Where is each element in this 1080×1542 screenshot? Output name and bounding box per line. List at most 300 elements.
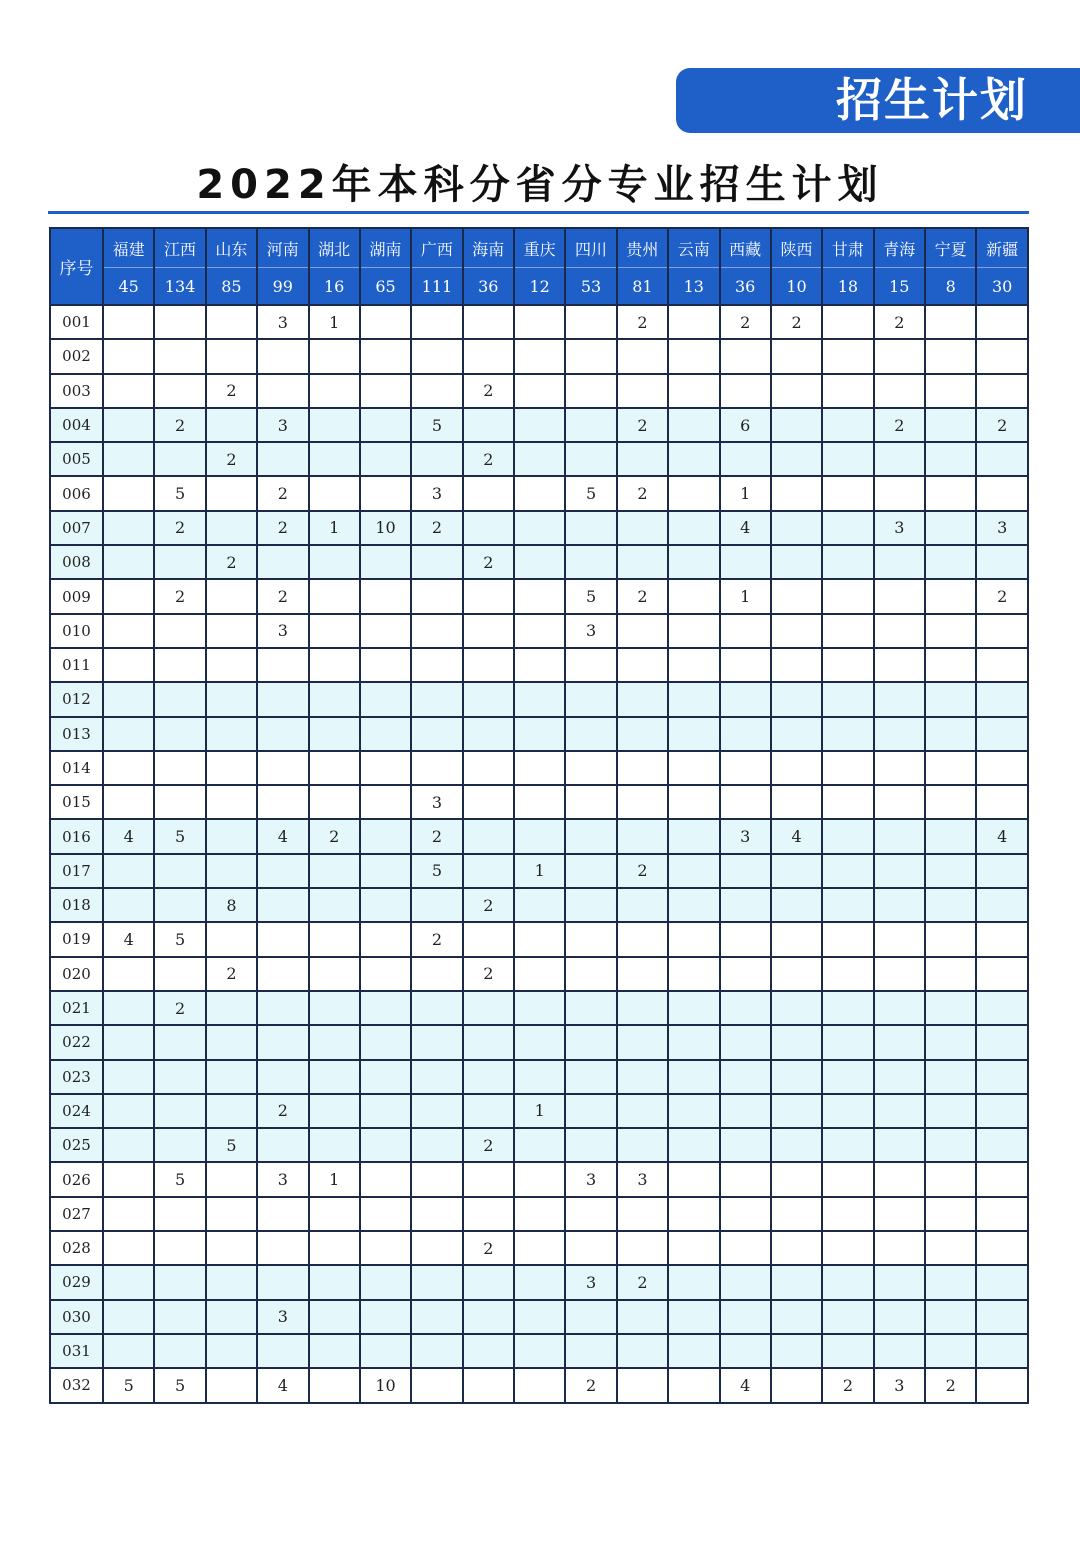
quota-cell: [720, 888, 771, 922]
quota-cell: 6: [720, 408, 771, 442]
quota-cell: [720, 648, 771, 682]
table-row: [50, 1231, 1028, 1265]
table-row: [50, 819, 1028, 853]
quota-cell: 2: [874, 305, 925, 339]
quota-cell: [154, 614, 205, 648]
quota-cell: [360, 751, 411, 785]
province-quota: 81: [617, 268, 668, 306]
quota-cell: [206, 408, 257, 442]
quota-cell: [309, 785, 360, 819]
quota-cell: [206, 1060, 257, 1094]
quota-cell: [514, 991, 565, 1025]
quota-cell: [206, 1025, 257, 1059]
quota-cell: [874, 854, 925, 888]
quota-cell: 2: [617, 476, 668, 510]
quota-cell: 1: [720, 476, 771, 510]
quota-cell: [514, 922, 565, 956]
quota-cell: [463, 1265, 514, 1299]
quota-cell: [720, 922, 771, 956]
quota-cell: [206, 1094, 257, 1128]
quota-cell: [668, 1368, 719, 1402]
quota-cell: [771, 1094, 822, 1128]
quota-cell: [257, 922, 308, 956]
quota-cell: [668, 442, 719, 476]
quota-cell: [617, 1334, 668, 1368]
quota-cell: [874, 614, 925, 648]
quota-cell: [771, 682, 822, 716]
quota-cell: [514, 1197, 565, 1231]
quota-cell: [411, 1128, 462, 1162]
quota-cell: 2: [617, 408, 668, 442]
quota-cell: [976, 305, 1028, 339]
quota-cell: [822, 1128, 873, 1162]
quota-cell: [771, 1197, 822, 1231]
quota-cell: [463, 1197, 514, 1231]
quota-cell: [720, 1334, 771, 1368]
quota-cell: [720, 1300, 771, 1334]
quota-cell: [976, 1300, 1028, 1334]
quota-cell: [925, 991, 976, 1025]
quota-cell: 2: [617, 305, 668, 339]
quota-cell: [360, 1231, 411, 1265]
quota-cell: [411, 1265, 462, 1299]
quota-cell: [976, 1060, 1028, 1094]
quota-cell: [771, 614, 822, 648]
quota-cell: [925, 476, 976, 510]
title-divider: [48, 211, 1029, 214]
quota-cell: [206, 1162, 257, 1196]
quota-cell: [822, 374, 873, 408]
quota-cell: [206, 511, 257, 545]
quota-cell: [668, 648, 719, 682]
quota-cell: 3: [565, 1162, 616, 1196]
quota-cell: [360, 819, 411, 853]
quota-cell: [668, 339, 719, 373]
quota-cell: [154, 1197, 205, 1231]
quota-cell: [309, 922, 360, 956]
quota-cell: [565, 682, 616, 716]
quota-cell: 10: [360, 511, 411, 545]
quota-cell: [822, 682, 873, 716]
quota-cell: 3: [411, 476, 462, 510]
quota-cell: [154, 1094, 205, 1128]
quota-cell: [822, 1094, 873, 1128]
quota-cell: 4: [771, 819, 822, 853]
quota-cell: [463, 991, 514, 1025]
quota-cell: [874, 1231, 925, 1265]
quota-cell: [411, 305, 462, 339]
quota-cell: 2: [154, 408, 205, 442]
quota-cell: [565, 1025, 616, 1059]
province-header: 陕西: [771, 228, 822, 268]
row-index: 015: [50, 785, 103, 819]
quota-cell: [720, 991, 771, 1025]
quota-cell: [874, 991, 925, 1025]
quota-cell: [771, 648, 822, 682]
quota-cell: [154, 1231, 205, 1265]
quota-cell: [411, 614, 462, 648]
quota-cell: [668, 305, 719, 339]
quota-cell: 2: [617, 1265, 668, 1299]
quota-cell: 5: [154, 1368, 205, 1402]
quota-cell: [206, 751, 257, 785]
quota-cell: 2: [206, 957, 257, 991]
quota-cell: [925, 717, 976, 751]
quota-cell: [668, 1025, 719, 1059]
row-index: 025: [50, 1128, 103, 1162]
quota-cell: [822, 545, 873, 579]
quota-cell: [771, 888, 822, 922]
quota-cell: [360, 717, 411, 751]
row-index: 013: [50, 717, 103, 751]
quota-cell: [309, 1197, 360, 1231]
quota-cell: [925, 1094, 976, 1128]
quota-cell: [822, 442, 873, 476]
quota-cell: [668, 1060, 719, 1094]
quota-cell: [411, 1094, 462, 1128]
quota-cell: [720, 854, 771, 888]
quota-cell: [154, 339, 205, 373]
quota-cell: [720, 1128, 771, 1162]
quota-cell: [720, 1094, 771, 1128]
quota-cell: [154, 442, 205, 476]
quota-cell: [976, 785, 1028, 819]
quota-cell: 2: [617, 579, 668, 613]
quota-cell: [822, 1334, 873, 1368]
row-index: 022: [50, 1025, 103, 1059]
province-quota: 10: [771, 268, 822, 306]
quota-cell: [771, 957, 822, 991]
quota-cell: [874, 476, 925, 510]
quota-cell: [514, 888, 565, 922]
quota-cell: [565, 1197, 616, 1231]
quota-cell: [103, 1265, 154, 1299]
quota-cell: [925, 819, 976, 853]
quota-cell: [565, 339, 616, 373]
quota-cell: [771, 1128, 822, 1162]
quota-cell: [771, 1265, 822, 1299]
quota-cell: 3: [565, 1265, 616, 1299]
quota-cell: 5: [411, 854, 462, 888]
quota-cell: [103, 1334, 154, 1368]
quota-cell: [103, 442, 154, 476]
quota-cell: [822, 991, 873, 1025]
quota-cell: [668, 614, 719, 648]
province-header: 河南: [257, 228, 308, 268]
quota-cell: [206, 922, 257, 956]
row-index: 004: [50, 408, 103, 442]
quota-cell: [360, 957, 411, 991]
quota-cell: [668, 682, 719, 716]
quota-cell: [976, 1025, 1028, 1059]
province-header: 湖北: [309, 228, 360, 268]
page-title: 2022年本科分省分专业招生计划: [196, 162, 884, 208]
row-index: 030: [50, 1300, 103, 1334]
quota-cell: [360, 682, 411, 716]
quota-cell: [925, 648, 976, 682]
quota-cell: 4: [257, 819, 308, 853]
quota-cell: [309, 614, 360, 648]
quota-cell: [720, 785, 771, 819]
quota-header-row: [50, 268, 1028, 306]
quota-cell: [360, 339, 411, 373]
quota-cell: [411, 1060, 462, 1094]
quota-cell: [103, 1197, 154, 1231]
row-index: 012: [50, 682, 103, 716]
quota-cell: [206, 1300, 257, 1334]
row-index: 001: [50, 305, 103, 339]
quota-cell: [976, 476, 1028, 510]
quota-cell: 2: [720, 305, 771, 339]
province-quota: 15: [874, 268, 925, 306]
quota-cell: [463, 1368, 514, 1402]
quota-cell: [309, 374, 360, 408]
quota-cell: [617, 442, 668, 476]
quota-cell: 2: [874, 408, 925, 442]
table-row: [50, 1197, 1028, 1231]
quota-cell: 2: [154, 579, 205, 613]
quota-cell: [668, 545, 719, 579]
quota-cell: [771, 1334, 822, 1368]
quota-cell: [720, 682, 771, 716]
quota-cell: 2: [206, 545, 257, 579]
quota-cell: [154, 682, 205, 716]
quota-cell: [822, 579, 873, 613]
quota-cell: [206, 785, 257, 819]
section-banner: 招生计划: [676, 68, 1080, 133]
quota-cell: [103, 1300, 154, 1334]
quota-cell: [411, 717, 462, 751]
quota-cell: 3: [257, 1300, 308, 1334]
quota-cell: [360, 785, 411, 819]
quota-cell: [822, 785, 873, 819]
quota-cell: [925, 1300, 976, 1334]
quota-cell: [309, 717, 360, 751]
quota-cell: [925, 1025, 976, 1059]
quota-cell: [154, 888, 205, 922]
quota-cell: [514, 579, 565, 613]
quota-cell: [360, 888, 411, 922]
quota-cell: [411, 1368, 462, 1402]
table-row: [50, 339, 1028, 373]
quota-cell: [360, 1334, 411, 1368]
quota-cell: [206, 1197, 257, 1231]
quota-cell: 2: [463, 545, 514, 579]
quota-cell: [463, 1334, 514, 1368]
quota-cell: [617, 922, 668, 956]
quota-cell: [925, 785, 976, 819]
quota-cell: [514, 442, 565, 476]
quota-cell: [309, 1060, 360, 1094]
quota-cell: 1: [309, 511, 360, 545]
province-header: 江西: [154, 228, 205, 268]
quota-cell: [874, 339, 925, 373]
quota-cell: [925, 1265, 976, 1299]
quota-cell: [925, 682, 976, 716]
quota-cell: [925, 751, 976, 785]
quota-cell: [668, 819, 719, 853]
quota-cell: [822, 511, 873, 545]
quota-cell: 5: [565, 579, 616, 613]
quota-cell: 2: [925, 1368, 976, 1402]
quota-cell: [668, 888, 719, 922]
quota-cell: [565, 442, 616, 476]
quota-cell: 5: [154, 922, 205, 956]
quota-cell: 3: [874, 511, 925, 545]
quota-cell: 3: [976, 511, 1028, 545]
quota-cell: [720, 1025, 771, 1059]
quota-cell: [206, 579, 257, 613]
quota-cell: [822, 1265, 873, 1299]
quota-cell: [309, 476, 360, 510]
quota-cell: [103, 1128, 154, 1162]
province-quota: 18: [822, 268, 873, 306]
quota-cell: [925, 614, 976, 648]
quota-cell: [411, 1025, 462, 1059]
quota-cell: [257, 1231, 308, 1265]
table-row: [50, 442, 1028, 476]
table-row: [50, 476, 1028, 510]
quota-cell: [822, 305, 873, 339]
quota-cell: [514, 1231, 565, 1265]
quota-cell: [360, 1025, 411, 1059]
quota-cell: [565, 854, 616, 888]
province-header: 湖南: [360, 228, 411, 268]
quota-cell: [668, 1300, 719, 1334]
quota-cell: [925, 1231, 976, 1265]
quota-cell: [154, 1025, 205, 1059]
quota-cell: [514, 717, 565, 751]
quota-cell: [771, 1368, 822, 1402]
quota-cell: 3: [411, 785, 462, 819]
quota-cell: [463, 819, 514, 853]
quota-cell: [976, 957, 1028, 991]
quota-cell: [720, 717, 771, 751]
quota-cell: 2: [463, 442, 514, 476]
province-quota: 12: [514, 268, 565, 306]
quota-cell: [565, 922, 616, 956]
quota-cell: [668, 785, 719, 819]
quota-cell: [463, 408, 514, 442]
province-header: 甘肃: [822, 228, 873, 268]
province-quota: 85: [206, 268, 257, 306]
table-row: [50, 991, 1028, 1025]
quota-cell: [822, 888, 873, 922]
quota-cell: 3: [257, 1162, 308, 1196]
quota-cell: 3: [257, 408, 308, 442]
quota-cell: [925, 408, 976, 442]
quota-cell: [206, 717, 257, 751]
quota-cell: [154, 1265, 205, 1299]
quota-cell: [925, 957, 976, 991]
quota-cell: [514, 408, 565, 442]
quota-cell: [617, 1197, 668, 1231]
table-row: [50, 717, 1028, 751]
quota-cell: [257, 1265, 308, 1299]
quota-cell: [257, 1334, 308, 1368]
quota-cell: 2: [411, 922, 462, 956]
quota-cell: [257, 1060, 308, 1094]
quota-cell: [874, 442, 925, 476]
quota-cell: [206, 648, 257, 682]
quota-cell: [822, 1060, 873, 1094]
quota-cell: [976, 1334, 1028, 1368]
quota-cell: [309, 957, 360, 991]
table-row: [50, 854, 1028, 888]
table-row: [50, 1060, 1028, 1094]
quota-cell: [925, 374, 976, 408]
quota-cell: [976, 648, 1028, 682]
quota-cell: [771, 408, 822, 442]
quota-cell: [514, 339, 565, 373]
quota-cell: 5: [154, 1162, 205, 1196]
province-quota: 99: [257, 268, 308, 306]
row-index: 002: [50, 339, 103, 373]
table-row: [50, 408, 1028, 442]
quota-cell: [668, 1334, 719, 1368]
quota-cell: [257, 1025, 308, 1059]
quota-cell: [565, 1300, 616, 1334]
quota-cell: [206, 854, 257, 888]
quota-cell: [257, 339, 308, 373]
quota-cell: [565, 545, 616, 579]
quota-cell: [668, 751, 719, 785]
quota-cell: 2: [257, 476, 308, 510]
quota-cell: [206, 1334, 257, 1368]
quota-cell: [154, 1128, 205, 1162]
quota-cell: [309, 888, 360, 922]
quota-cell: [874, 648, 925, 682]
quota-cell: [771, 545, 822, 579]
quota-cell: [514, 1060, 565, 1094]
quota-cell: [360, 1265, 411, 1299]
quota-cell: [771, 374, 822, 408]
quota-cell: [463, 579, 514, 613]
index-column-header: 序号: [50, 228, 103, 305]
quota-cell: 2: [206, 442, 257, 476]
province-quota: 36: [463, 268, 514, 306]
quota-cell: [976, 339, 1028, 373]
quota-cell: [206, 819, 257, 853]
province-header: 云南: [668, 228, 719, 268]
quota-cell: [463, 785, 514, 819]
quota-cell: [771, 339, 822, 373]
quota-cell: [617, 339, 668, 373]
quota-cell: [976, 922, 1028, 956]
quota-cell: [976, 1197, 1028, 1231]
quota-cell: [874, 1162, 925, 1196]
quota-cell: [411, 991, 462, 1025]
quota-cell: [103, 888, 154, 922]
quota-cell: [360, 442, 411, 476]
quota-cell: [360, 305, 411, 339]
quota-cell: 2: [565, 1368, 616, 1402]
quota-cell: [976, 1368, 1028, 1402]
quota-cell: [257, 1197, 308, 1231]
quota-cell: [103, 854, 154, 888]
quota-cell: [154, 374, 205, 408]
quota-cell: [771, 476, 822, 510]
quota-cell: [771, 579, 822, 613]
quota-cell: 3: [257, 614, 308, 648]
quota-cell: [565, 374, 616, 408]
quota-cell: [103, 682, 154, 716]
quota-cell: [103, 991, 154, 1025]
quota-cell: [874, 1197, 925, 1231]
row-index: 009: [50, 579, 103, 613]
quota-cell: [514, 819, 565, 853]
quota-cell: [103, 1025, 154, 1059]
